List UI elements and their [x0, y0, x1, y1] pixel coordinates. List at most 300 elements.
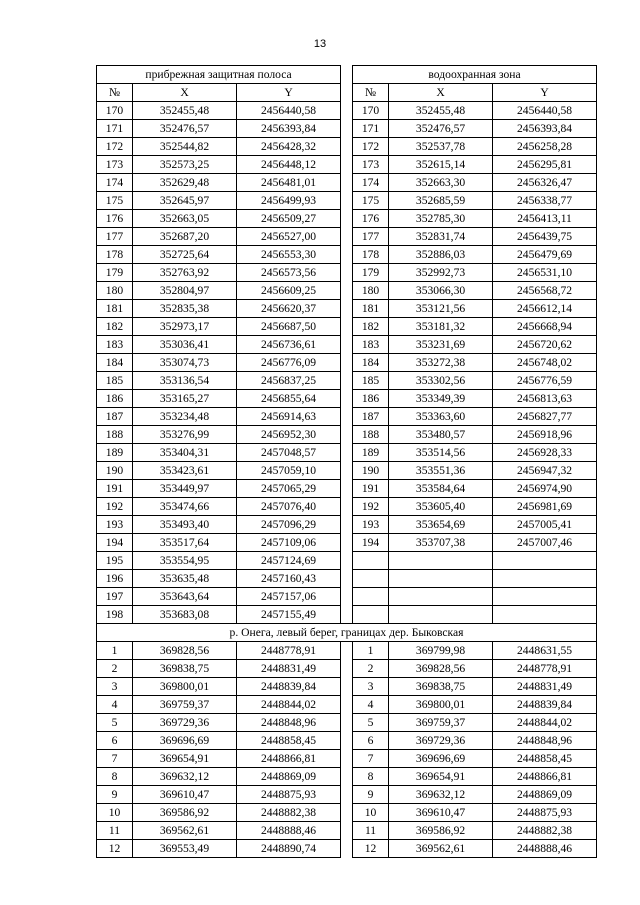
- right-x-value: 369586,92: [389, 822, 493, 840]
- right-point-number: 189: [353, 444, 389, 462]
- column-gap: [341, 138, 353, 156]
- left-no-header: №: [97, 84, 133, 102]
- left-x-value: 353234,48: [133, 408, 237, 426]
- left-point-number: 197: [97, 588, 133, 606]
- right-y-value: 2456947,32: [493, 462, 597, 480]
- right-point-number: 8: [353, 768, 389, 786]
- right-x-value: 369654,91: [389, 768, 493, 786]
- left-x-value: 353404,31: [133, 444, 237, 462]
- right-y-value: 2456974,90: [493, 480, 597, 498]
- table-row: [97, 552, 597, 570]
- right-point-number: 185: [353, 372, 389, 390]
- right-point-number: 183: [353, 336, 389, 354]
- right-y-value: 2456748,02: [493, 354, 597, 372]
- left-y-value: 2448848,96: [237, 714, 341, 732]
- right-y-value: 2448844,02: [493, 714, 597, 732]
- right-y-value: 2456776,59: [493, 372, 597, 390]
- column-gap: [341, 372, 353, 390]
- left-y-value: 2448866,81: [237, 750, 341, 768]
- left-y-value: 2448778,91: [237, 642, 341, 660]
- right-point-number: 1: [353, 642, 389, 660]
- left-x-value: 352476,57: [133, 120, 237, 138]
- right-point-number: [353, 588, 389, 606]
- block2-body: [97, 642, 597, 858]
- left-y-value: 2457096,29: [237, 516, 341, 534]
- right-y-value: 2456568,72: [493, 282, 597, 300]
- table-row: [97, 732, 597, 750]
- section-header: [97, 624, 597, 642]
- right-point-number: 188: [353, 426, 389, 444]
- left-x-value: 353165,27: [133, 390, 237, 408]
- right-y-value: 2448831,49: [493, 678, 597, 696]
- column-gap: [341, 120, 353, 138]
- left-point-number: 181: [97, 300, 133, 318]
- left-x-value: 369696,69: [133, 732, 237, 750]
- column-gap: [341, 336, 353, 354]
- right-y-value: 2448848,96: [493, 732, 597, 750]
- right-point-number: 190: [353, 462, 389, 480]
- right-point-number: 193: [353, 516, 389, 534]
- right-y-header: Y: [493, 84, 597, 102]
- table-row: [97, 516, 597, 534]
- left-y-value: 2456609,25: [237, 282, 341, 300]
- right-y-value: [493, 588, 597, 606]
- right-x-value: 369729,36: [389, 732, 493, 750]
- right-x-header: X: [389, 84, 493, 102]
- column-gap: [341, 246, 353, 264]
- right-x-value: 353363,60: [389, 408, 493, 426]
- column-gap: [341, 642, 353, 660]
- right-point-number: 6: [353, 732, 389, 750]
- right-point-number: 170: [353, 102, 389, 120]
- right-x-value: 353584,64: [389, 480, 493, 498]
- right-point-number: 179: [353, 264, 389, 282]
- left-group-title: прибрежная защитная полоса: [97, 66, 341, 84]
- right-y-value: 2457007,46: [493, 534, 597, 552]
- right-y-value: 2456479,69: [493, 246, 597, 264]
- left-x-value: 352804,97: [133, 282, 237, 300]
- right-x-value: 352831,74: [389, 228, 493, 246]
- right-y-value: 2448875,93: [493, 804, 597, 822]
- right-x-value: 352615,14: [389, 156, 493, 174]
- left-x-value: 352725,64: [133, 246, 237, 264]
- right-y-value: [493, 570, 597, 588]
- column-gap: [341, 354, 353, 372]
- left-y-value: 2448875,93: [237, 786, 341, 804]
- coordinates-table: [96, 65, 597, 858]
- left-y-value: 2457059,10: [237, 462, 341, 480]
- left-y-value: 2457124,69: [237, 552, 341, 570]
- block1-body: [97, 102, 597, 624]
- left-y-value: 2456687,50: [237, 318, 341, 336]
- column-gap: [341, 66, 353, 84]
- left-point-number: 193: [97, 516, 133, 534]
- left-x-value: 353074,73: [133, 354, 237, 372]
- right-point-number: 178: [353, 246, 389, 264]
- left-point-number: 170: [97, 102, 133, 120]
- table-row: [97, 480, 597, 498]
- table-row: [97, 822, 597, 840]
- left-y-value: 2457155,49: [237, 606, 341, 624]
- column-gap: [341, 804, 353, 822]
- table-row: [97, 246, 597, 264]
- column-gap: [341, 732, 353, 750]
- left-point-number: 8: [97, 768, 133, 786]
- column-gap: [341, 426, 353, 444]
- left-y-value: 2456527,00: [237, 228, 341, 246]
- column-gap: [341, 318, 353, 336]
- right-point-number: 181: [353, 300, 389, 318]
- table-row: [97, 768, 597, 786]
- left-x-value: 352544,82: [133, 138, 237, 156]
- right-point-number: 9: [353, 786, 389, 804]
- left-x-value: 352573,25: [133, 156, 237, 174]
- table-row: [97, 426, 597, 444]
- right-point-number: 11: [353, 822, 389, 840]
- left-y-value: 2456837,25: [237, 372, 341, 390]
- left-point-number: 195: [97, 552, 133, 570]
- right-x-value: 353066,30: [389, 282, 493, 300]
- right-x-value: [389, 552, 493, 570]
- table-row: [97, 156, 597, 174]
- left-point-number: 196: [97, 570, 133, 588]
- right-point-number: 172: [353, 138, 389, 156]
- table-row: [97, 678, 597, 696]
- left-point-number: 7: [97, 750, 133, 768]
- table-row: [97, 570, 597, 588]
- left-x-value: 369828,56: [133, 642, 237, 660]
- left-x-value: 369553,49: [133, 840, 237, 858]
- right-x-value: 352886,03: [389, 246, 493, 264]
- right-x-value: 353480,57: [389, 426, 493, 444]
- column-gap: [341, 300, 353, 318]
- right-point-number: 7: [353, 750, 389, 768]
- column-gap: [341, 552, 353, 570]
- table-row: [97, 660, 597, 678]
- left-y-value: 2457109,06: [237, 534, 341, 552]
- left-point-number: 185: [97, 372, 133, 390]
- right-x-value: 353272,38: [389, 354, 493, 372]
- table-row: [97, 102, 597, 120]
- left-y-value: 2456914,63: [237, 408, 341, 426]
- right-x-value: 369800,01: [389, 696, 493, 714]
- left-x-value: 352663,05: [133, 210, 237, 228]
- left-x-value: 369838,75: [133, 660, 237, 678]
- right-point-number: 173: [353, 156, 389, 174]
- right-x-value: 353707,38: [389, 534, 493, 552]
- column-gap: [341, 786, 353, 804]
- column-gap: [341, 678, 353, 696]
- left-point-number: 187: [97, 408, 133, 426]
- right-y-value: 2456439,75: [493, 228, 597, 246]
- left-x-value: 352973,17: [133, 318, 237, 336]
- right-y-value: 2448888,46: [493, 840, 597, 858]
- column-gap: [341, 192, 353, 210]
- left-y-value: 2456393,84: [237, 120, 341, 138]
- right-x-value: 353302,56: [389, 372, 493, 390]
- right-y-value: 2456612,14: [493, 300, 597, 318]
- right-point-number: 10: [353, 804, 389, 822]
- column-gap: [341, 264, 353, 282]
- left-point-number: 190: [97, 462, 133, 480]
- column-gap: [341, 660, 353, 678]
- left-point-number: 180: [97, 282, 133, 300]
- left-x-value: 353683,08: [133, 606, 237, 624]
- left-y-value: 2457160,43: [237, 570, 341, 588]
- left-point-number: 176: [97, 210, 133, 228]
- left-x-value: 353643,64: [133, 588, 237, 606]
- left-x-value: 369759,37: [133, 696, 237, 714]
- left-y-value: 2448890,74: [237, 840, 341, 858]
- right-y-value: 2456413,11: [493, 210, 597, 228]
- left-point-number: 191: [97, 480, 133, 498]
- right-point-number: 180: [353, 282, 389, 300]
- left-point-number: 6: [97, 732, 133, 750]
- column-gap: [341, 84, 353, 102]
- right-group-title: водоохранная зона: [353, 66, 597, 84]
- column-gap: [341, 210, 353, 228]
- table-row: [97, 228, 597, 246]
- left-x-value: 353136,54: [133, 372, 237, 390]
- left-y-value: 2448839,84: [237, 678, 341, 696]
- column-gap: [341, 570, 353, 588]
- right-x-value: 369828,56: [389, 660, 493, 678]
- right-x-value: 369838,75: [389, 678, 493, 696]
- right-x-value: 352785,30: [389, 210, 493, 228]
- right-x-value: 352685,59: [389, 192, 493, 210]
- left-y-value: 2456440,58: [237, 102, 341, 120]
- right-x-value: 353605,40: [389, 498, 493, 516]
- right-x-value: 353654,69: [389, 516, 493, 534]
- right-y-value: 2448882,38: [493, 822, 597, 840]
- table-row: [97, 318, 597, 336]
- right-y-value: 2456720,62: [493, 336, 597, 354]
- right-x-value: 369562,61: [389, 840, 493, 858]
- right-x-value: [389, 570, 493, 588]
- right-y-value: 2456440,58: [493, 102, 597, 120]
- left-y-value: 2456573,56: [237, 264, 341, 282]
- left-x-value: 352629,48: [133, 174, 237, 192]
- left-x-value: 353493,40: [133, 516, 237, 534]
- right-point-number: 174: [353, 174, 389, 192]
- left-x-value: 352763,92: [133, 264, 237, 282]
- right-y-value: 2456393,84: [493, 120, 597, 138]
- left-x-value: 352645,97: [133, 192, 237, 210]
- column-gap: [341, 408, 353, 426]
- right-x-value: 353181,32: [389, 318, 493, 336]
- table-row: [97, 282, 597, 300]
- left-x-value: 369729,36: [133, 714, 237, 732]
- left-point-number: 11: [97, 822, 133, 840]
- left-point-number: 174: [97, 174, 133, 192]
- table-row: [97, 444, 597, 462]
- left-point-number: 171: [97, 120, 133, 138]
- right-point-number: 177: [353, 228, 389, 246]
- column-gap: [341, 588, 353, 606]
- left-point-number: 175: [97, 192, 133, 210]
- right-x-value: [389, 606, 493, 624]
- column-gap: [341, 606, 353, 624]
- right-y-value: 2448866,81: [493, 768, 597, 786]
- left-y-value: 2457048,57: [237, 444, 341, 462]
- left-x-value: 353474,66: [133, 498, 237, 516]
- right-y-value: 2448778,91: [493, 660, 597, 678]
- left-x-value: 369800,01: [133, 678, 237, 696]
- left-x-value: 369632,12: [133, 768, 237, 786]
- left-y-value: 2456952,30: [237, 426, 341, 444]
- right-x-value: 353231,69: [389, 336, 493, 354]
- right-x-value: 352537,78: [389, 138, 493, 156]
- column-gap: [341, 156, 353, 174]
- right-y-value: 2456531,10: [493, 264, 597, 282]
- column-gap: [341, 462, 353, 480]
- right-point-number: [353, 552, 389, 570]
- table-row: [97, 714, 597, 732]
- right-x-value: 369799,98: [389, 642, 493, 660]
- right-y-value: [493, 606, 597, 624]
- left-point-number: 179: [97, 264, 133, 282]
- column-gap: [341, 444, 353, 462]
- column-gap: [341, 228, 353, 246]
- left-y-value: 2456620,37: [237, 300, 341, 318]
- column-gap: [341, 714, 353, 732]
- column-gap: [341, 768, 353, 786]
- left-y-value: 2456553,30: [237, 246, 341, 264]
- left-y-value: 2456481,01: [237, 174, 341, 192]
- left-x-value: 369610,47: [133, 786, 237, 804]
- left-y-value: 2448831,49: [237, 660, 341, 678]
- section-title-row: [97, 624, 597, 642]
- left-x-header: X: [133, 84, 237, 102]
- left-point-number: 10: [97, 804, 133, 822]
- right-x-value: 353514,56: [389, 444, 493, 462]
- column-gap: [341, 534, 353, 552]
- table-row: [97, 192, 597, 210]
- right-y-value: 2456918,96: [493, 426, 597, 444]
- table-row: [97, 174, 597, 192]
- right-y-value: 2448839,84: [493, 696, 597, 714]
- right-no-header: №: [353, 84, 389, 102]
- column-gap: [341, 696, 353, 714]
- right-x-value: 353551,36: [389, 462, 493, 480]
- right-y-value: 2456258,28: [493, 138, 597, 156]
- right-x-value: 352455,48: [389, 102, 493, 120]
- left-point-number: 177: [97, 228, 133, 246]
- left-y-value: 2456448,12: [237, 156, 341, 174]
- table-row: [97, 606, 597, 624]
- right-x-value: 352476,57: [389, 120, 493, 138]
- table-row: [97, 354, 597, 372]
- right-y-value: [493, 552, 597, 570]
- group-header-row: [97, 66, 597, 84]
- right-point-number: 5: [353, 714, 389, 732]
- left-x-value: 352835,38: [133, 300, 237, 318]
- right-y-value: 2448631,55: [493, 642, 597, 660]
- table-row: [97, 210, 597, 228]
- left-x-value: 353554,95: [133, 552, 237, 570]
- left-x-value: 353449,97: [133, 480, 237, 498]
- column-gap: [341, 480, 353, 498]
- right-x-value: 369610,47: [389, 804, 493, 822]
- section-title: р. Онега, левый берег, границах дер. Быковская: [97, 624, 597, 642]
- table-row: [97, 750, 597, 768]
- left-x-value: 369586,92: [133, 804, 237, 822]
- right-y-value: 2448869,09: [493, 786, 597, 804]
- left-x-value: 353276,99: [133, 426, 237, 444]
- column-gap: [341, 498, 353, 516]
- right-point-number: 187: [353, 408, 389, 426]
- left-point-number: 172: [97, 138, 133, 156]
- table-row: [97, 498, 597, 516]
- right-y-value: 2456813,63: [493, 390, 597, 408]
- left-point-number: 194: [97, 534, 133, 552]
- table-row: [97, 264, 597, 282]
- table-row: [97, 642, 597, 660]
- left-point-number: 182: [97, 318, 133, 336]
- column-gap: [341, 750, 353, 768]
- left-x-value: 352687,20: [133, 228, 237, 246]
- right-y-value: 2448858,45: [493, 750, 597, 768]
- left-x-value: 369654,91: [133, 750, 237, 768]
- right-point-number: 12: [353, 840, 389, 858]
- left-y-value: 2448858,45: [237, 732, 341, 750]
- right-point-number: [353, 606, 389, 624]
- table-row: [97, 696, 597, 714]
- left-point-number: 183: [97, 336, 133, 354]
- right-point-number: 176: [353, 210, 389, 228]
- right-point-number: [353, 570, 389, 588]
- right-y-value: 2456338,77: [493, 192, 597, 210]
- left-point-number: 178: [97, 246, 133, 264]
- right-y-value: 2456668,94: [493, 318, 597, 336]
- right-x-value: 369632,12: [389, 786, 493, 804]
- left-x-value: 353635,48: [133, 570, 237, 588]
- left-point-number: 192: [97, 498, 133, 516]
- left-y-value: 2457157,06: [237, 588, 341, 606]
- left-y-header: Y: [237, 84, 341, 102]
- right-x-value: 352663,30: [389, 174, 493, 192]
- left-y-value: 2448882,38: [237, 804, 341, 822]
- right-x-value: 369696,69: [389, 750, 493, 768]
- left-point-number: 188: [97, 426, 133, 444]
- table-row: [97, 372, 597, 390]
- column-header-row: [97, 84, 597, 102]
- table-row: [97, 588, 597, 606]
- right-x-value: 369759,37: [389, 714, 493, 732]
- right-point-number: 3: [353, 678, 389, 696]
- left-y-value: 2456428,32: [237, 138, 341, 156]
- left-point-number: 1: [97, 642, 133, 660]
- column-gap: [341, 840, 353, 858]
- right-y-value: 2456928,33: [493, 444, 597, 462]
- left-y-value: 2457065,29: [237, 480, 341, 498]
- left-point-number: 3: [97, 678, 133, 696]
- table-row: [97, 462, 597, 480]
- left-y-value: 2456736,61: [237, 336, 341, 354]
- left-x-value: 353036,41: [133, 336, 237, 354]
- left-point-number: 198: [97, 606, 133, 624]
- left-point-number: 9: [97, 786, 133, 804]
- left-y-value: 2456509,27: [237, 210, 341, 228]
- left-point-number: 2: [97, 660, 133, 678]
- page-number: 13: [313, 38, 327, 50]
- left-point-number: 5: [97, 714, 133, 732]
- left-x-value: 352455,48: [133, 102, 237, 120]
- table-row: [97, 390, 597, 408]
- left-y-value: 2448888,46: [237, 822, 341, 840]
- table-header: [97, 66, 597, 102]
- right-y-value: 2457005,41: [493, 516, 597, 534]
